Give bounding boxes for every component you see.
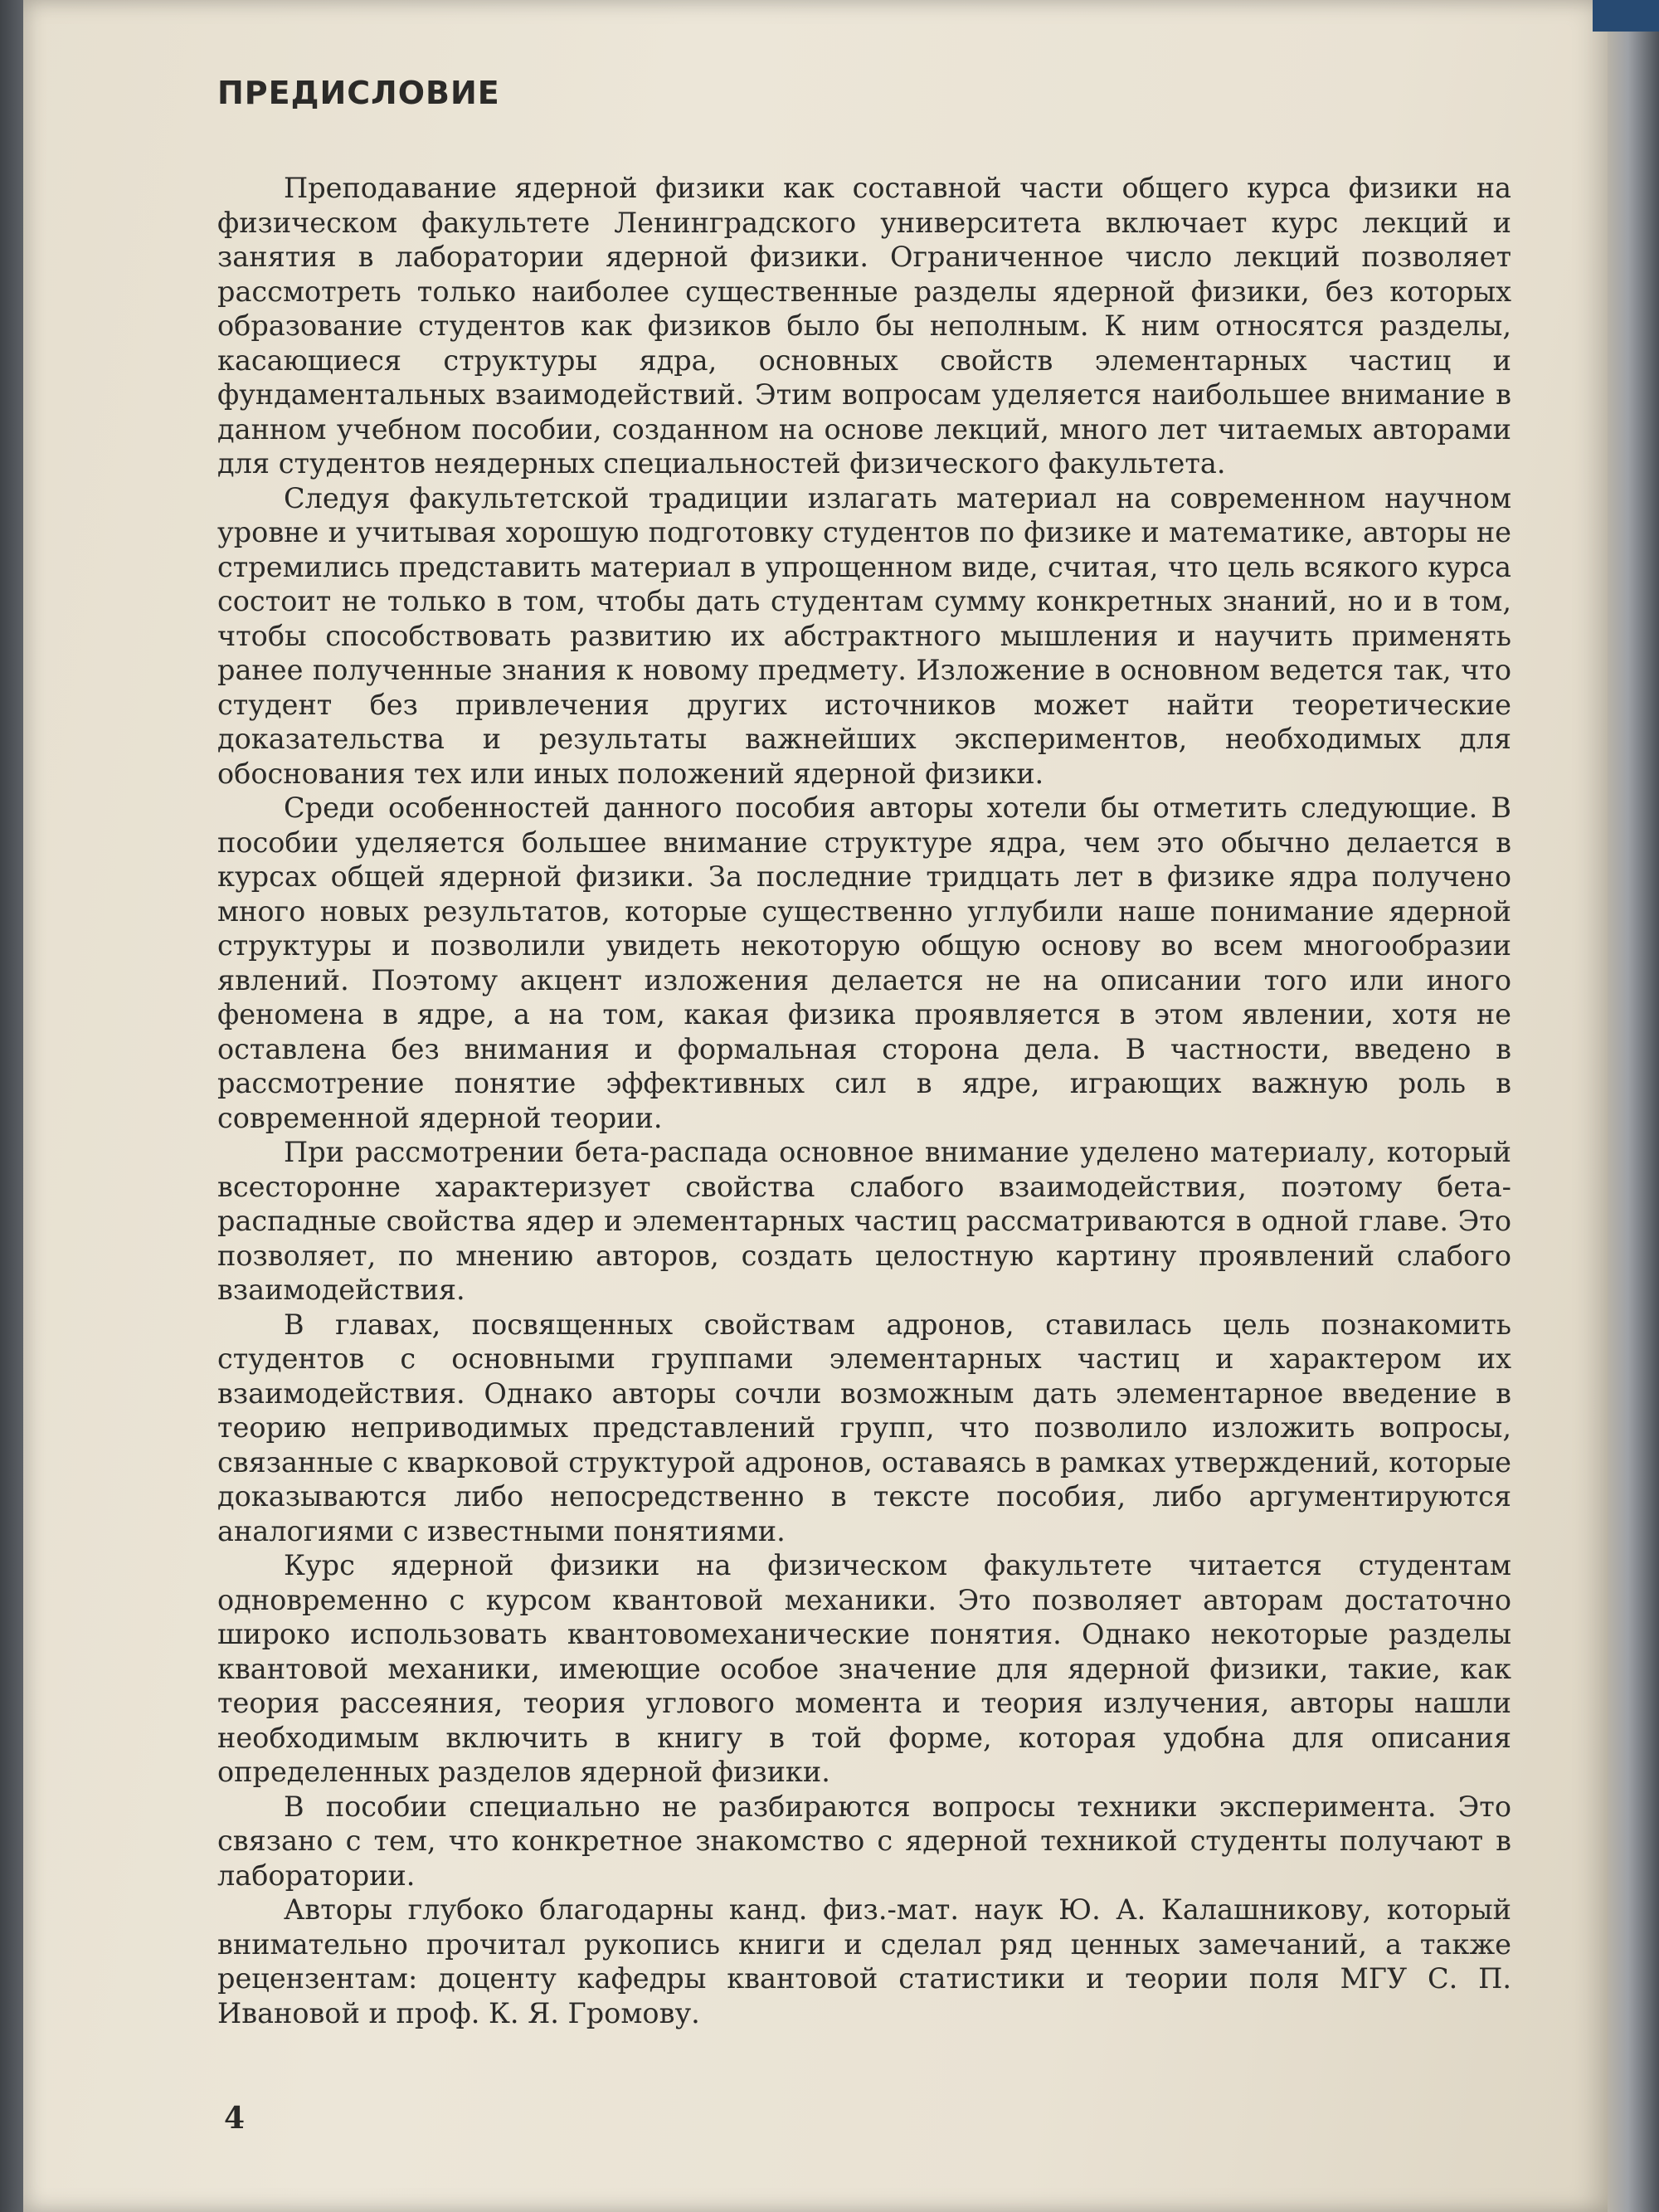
paragraph-4: При рассмотрении бета-распада основное внимание уделено материалу, который всесторонне характеризует свойства слабого взаимодействия, поэтому бета-распадные свойства ядер и элементарных частиц рассматриваются в одной главе. Это позволяет, по мнению авторов, создать целостную картину проявлений слабого взаимодействия. — [217, 1136, 1511, 1306]
paragraph-8: Авторы глубоко благодарны канд. физ.-мат. наук Ю. А. Калашникову, который внимательно прочитал рукопись книги и сделал ряд ценных замечаний, а также рецензентам: доценту кафедры квантовой статистики и теории поля МГУ С. П. Ивановой и проф. К. Я. Громову. — [217, 1893, 1511, 2029]
paragraph-7: В пособии специально не разбираются вопросы техники эксперимента. Это связано с тем, что конкретное знакомство с ядерной техникой студенты получают в лаборатории. — [217, 1790, 1511, 1892]
paragraph-1: Преподавание ядерной физики как составной части общего курса физики на физическом факультете Ленинградского университета включает курс лекций и занятия в лаборатории ядерной физики. Ограниченное число лекций позволяет рассмотреть только наиболее существенные разделы ядерной физики, без которых образование студентов как физиков было бы неполным. К ним относятся разделы, касающиеся структуры ядра, основных свойств элементарных частиц и фундаментальных взаимодействий. Этим вопросам уделяется наибольшее внимание в данном учебном пособии, созданном на основе лекций, много лет читаемых авторами для студентов неядерных специальностей физического факультета. — [217, 172, 1511, 480]
page-content — [217, 75, 1511, 2030]
paragraph-6: Курс ядерной физики на физическом факультете читается студентам одновременно с курсом квантовой механики. Это позволяет авторам достаточно широко использовать квантовомеханические понятия. Однако некоторые разделы квантовой механики, имеющие особое значение для ядерной физики, такие, как теория рассеяния, теория углового момента и теория излучения, авторы нашли необходимым включить в книгу в той форме, которая удобна для описания определенных разделов ядерной физики. — [217, 1549, 1511, 1788]
page-title: ПРЕДИСЛОВИЕ — [217, 75, 500, 111]
paragraph-3: Среди особенностей данного пособия авторы хотели бы отметить следующие. В пособии уделяется большее внимание структуре ядра, чем это обычно делается в курсах общей ядерной физики. За последние тридцать лет в физике ядра получено много новых результатов, которые существенно углубили наше понимание ядерной структуры и позволили увидеть некоторую общую основу во всем многообразии явлений. Поэтому акцент изложения делается не на описании того или иного феномена в ядре, а на том, какая физика проявляется в этом явлении, хотя не оставлена без внимания и формальная сторона дела. В частности, введено в рассмотрение понятие эффективных сил в ядре, играющих важную роль в современной ядерной теории. — [217, 792, 1511, 1134]
book-right-edge — [1608, 0, 1659, 2212]
book-cover-corner — [1593, 0, 1659, 32]
paragraph-5: В главах, посвященных свойствам адронов, ставилась цель познакомить студентов с основными группами элементарных частиц и характером их взаимодействия. Однако авторы сочли возможным дать элементарное введение в теорию неприводимых представлений групп, что позволило изложить вопросы, связанные с кварковой структурой адронов, оставаясь в рамках утверждений, которые доказываются либо непосредственно в тексте пособия, либо аргументируются аналогиями с известными понятиями. — [217, 1308, 1511, 1547]
page-number: 4 — [224, 2101, 246, 2136]
paragraph-2: Следуя факультетской традиции излагать материал на современном научном уровне и учитывая хорошую подготовку студентов по физике и математике, авторы не стремились представить материал в упрощенном виде, считая, что цель всякого курса состоит не только в том, чтобы дать студентам сумму конкретных знаний, но и в том, чтобы способствовать развитию их абстрактного мышления и научить применять ранее полученные знания к новому предмету. Изложение в основном ведется так, что студент без привлечения других источников может найти теоретические доказательства и результаты важнейших экспериментов, необходимых для обоснования тех или иных положений ядерной физики. — [217, 481, 1511, 790]
